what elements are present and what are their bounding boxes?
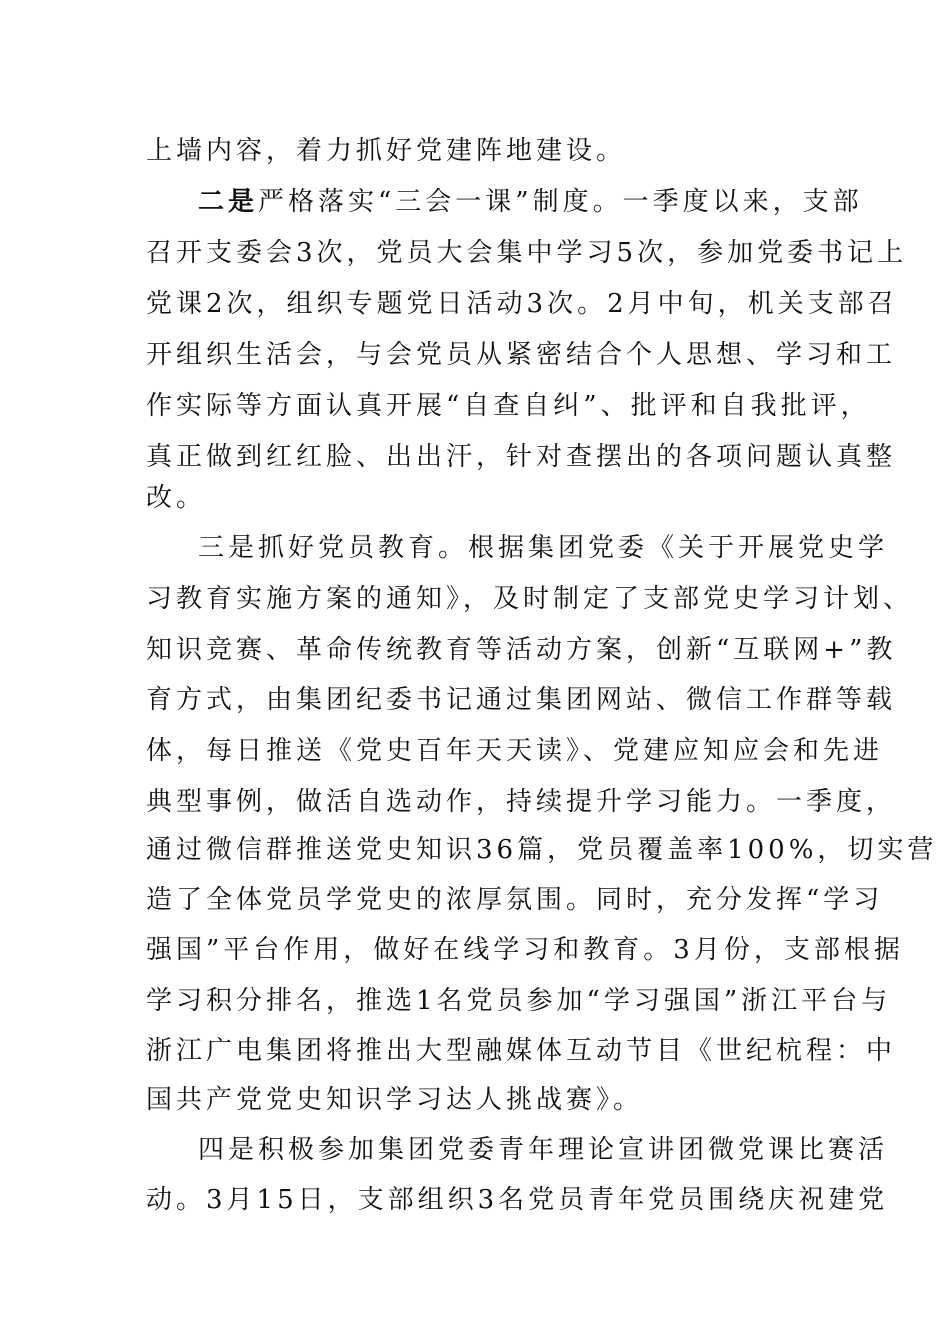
paragraph-2-bold-lead: 二是 — [198, 187, 259, 217]
text-line-8: 改。 — [146, 483, 207, 513]
text-line-19: 浙江广电集团将推出大型融媒体互动节目《世纪杭程：中 — [146, 1036, 897, 1066]
text-line-7: 真正做到红红脸、出出汗，针对查摆出的各项问题认真整 — [146, 442, 897, 472]
text-line-14: 典型事例，做活自选动作，持续提升学习能力。一季度， — [146, 787, 897, 817]
text-line-22: 动。3月15日，支部组织3名党员青年党员围绕庆祝建党 — [146, 1185, 889, 1215]
paragraph-4-first-line: 四是积极参加集团党委青年理论宣讲团微党课比赛活 — [198, 1135, 889, 1165]
text-line-12: 育方式，由集团纪委书记通过集团网站、微信工作群等载 — [146, 685, 897, 715]
text-line-15: 通过微信群推送党史知识36篇，党员覆盖率100%，切实营 — [146, 835, 938, 865]
text-line-18: 学习积分排名，推选1名党员参加“学习强国”浙江平台与 — [146, 986, 892, 1016]
text-line-4: 党课2次，组织专题党日活动3次。2月中旬，机关支部召 — [146, 289, 898, 319]
text-line-16: 造了全体党员学党史的浓厚氛围。同时，充分发挥“学习 — [146, 885, 884, 915]
paragraph-2-first-line — [198, 177, 863, 227]
text-line-11: 知识竞赛、革命传统教育等活动方案，创新“互联网+”教 — [146, 635, 897, 665]
text-line-6: 作实际等方面认真开展“自查自纠”、批评和自我批评， — [146, 391, 871, 421]
text-line-17: 强国”平台作用，做好在线学习和教育。3月份，支部根据 — [146, 935, 904, 965]
text-line-5: 开组织生活会，与会党员从紧密结合个人思想、学习和工 — [146, 340, 897, 370]
text-line-3: 召开支委会3次，党员大会集中学习5次，参加党委书记上 — [146, 238, 908, 268]
paragraph-3-first-line: 三是抓好党员教育。根据集团党委《关于开展党史学 — [198, 533, 889, 563]
text-line-10: 习教育实施方案的通知》，及时制定了支部党史学习计划、 — [146, 584, 914, 614]
text-line-13: 体，每日推送《党史百年天天读》、党建应知应会和先进 — [146, 736, 884, 766]
paragraph-2-first-line-text: 严格落实“三会一课”制度。一季度以来，支部 — [258, 187, 863, 217]
text-line-1: 上墙内容，着力抓好党建阵地建设。 — [146, 136, 627, 166]
text-line-20: 国共产党党史知识学习达人挑战赛》。 — [146, 1085, 644, 1115]
